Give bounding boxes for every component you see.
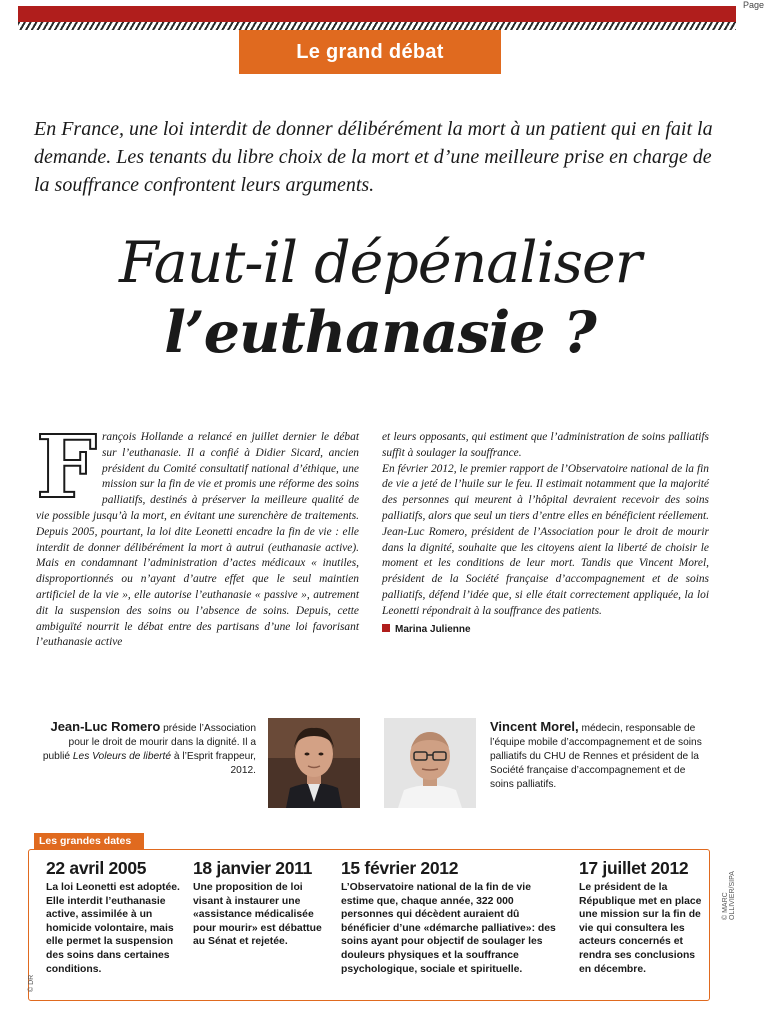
page-corner-label: Page [742, 0, 764, 10]
section-label: Le grand débat [239, 30, 501, 74]
date-entry [579, 858, 707, 976]
hatch-divider [18, 22, 736, 30]
date-text: Une proposition de loi visant à instaurer une «assistance médicalisée pour mourir» est débattue au Sénat et rejetée. [193, 882, 322, 948]
date-title: 15 février 2012 [341, 858, 459, 878]
bio-morel [490, 720, 704, 792]
signature-square-icon [382, 624, 390, 632]
bio-romero-name: Jean-Luc Romero [50, 719, 161, 734]
intro-paragraph: En France, une loi interdit de donner délibérément la mort à un patient qui en fait la demande. Les tenants du libre choix de la mort et d’une meilleure prise en charge de la souffrance confrontent leurs arguments. [34, 118, 713, 196]
date-entry [46, 858, 184, 976]
date-title: 22 avril 2005 [46, 858, 147, 878]
bio-romero [40, 720, 256, 778]
bio-morel-text: médecin, responsable de l’équipe mobile d’accompagnement et de soins palliatifs du CHU de Rennes et président de la Société française d’accompagnement et de soins palliatifs. [490, 723, 702, 790]
author-signature [382, 622, 709, 638]
headline-line-2: l’euthanasie ? [164, 299, 596, 366]
photo-credit-left: © DR [28, 974, 35, 992]
portrait-romero [268, 718, 360, 808]
article-right-text-1: et leurs opposants, qui estiment que l’administration de soins palliatifs suffit à soulager la souffrance. [382, 431, 709, 459]
portrait-morel-image [384, 718, 476, 808]
date-text: La loi Leonetti est adoptée. Elle interdit l’euthanasie active, assimilée à un homicide volontaire, mais elle permet la suspension des soins dans certaines conditions. [46, 882, 180, 975]
date-text: L’Observatoire national de la fin de vie estime que, chaque année, 322 000 personnes qui décèdent auraient dû bénéficier d’une «démarche palliative»: des soins ayant pour objectif de soulager les douleurs physiques et la souffrance psychologique, sociale et spirituelle. [341, 882, 556, 975]
article-column-left [36, 417, 359, 651]
dropcap: F [36, 417, 98, 518]
article-left-text: rançois Hollande a relancé en juillet dernier le débat sur l’euthanasie. Il a confié à Didier Sicard, ancien président du Comité consultatif national d’éthique, une mission sur la fin de vie et promis une réforme des soins palliatifs, destinés à préserver la meilleure qualité de vie possible jusqu’à la mort, en évitant une surenchère de traitements. Depuis 2005, pourtant, la loi dite Leonetti encadre la fin de vie : elle interdit de donner délibérément la mort à autrui (euthanasie active). Mais en condamnant l’administration d’actes médicaux « inutiles, disproportionnés ou n’ayant d’autre effet que le seul maintien artificiel de la vie », elle autorise l’euthanasie « passive », autrement dit la suspension des soins ou l’absence de soins. Depuis, cette ambiguïté nourrit le débat entre des partisans d’une loi favorisant l’euthanasie active [36, 431, 359, 649]
date-entry [193, 858, 333, 949]
headline [30, 228, 730, 368]
author-name: Marina Julienne [395, 623, 471, 635]
photo-credit-right: © MARC OLLIVIER/SIPA [722, 871, 736, 920]
date-entry [341, 858, 559, 976]
bio-romero-publisher: à l’Esprit frappeur, 2012. [173, 751, 256, 776]
headline-line-1: Faut-il dépénaliser [119, 230, 641, 296]
date-title: 17 juillet 2012 [579, 858, 689, 878]
article-right-text-2: En février 2012, le premier rapport de l’Observatoire national de la fin de vie a jeté de l’huile sur le feu. Il estimait notamment que la majorité des personnes qui meurent à l’hôpital devraient recevoir des soins palliatifs, alors que seul un tiers d’entre elles en bénéficient réellement. Jean-Luc Romero, président de l’Association pour le droit de mourir dans la dignité, souhaite que les citoyens aient la liberté de choisir le moment et les conditions de leur mort. Tandis que Vincent Morel, président de la Société française d’accompagnement et de soins palliatifs, défend l’idée que, si elle était correctement appliquée, la loi Leonetti répondrait à la souffrance des patients. [382, 462, 709, 617]
bio-romero-text: préside l’Association pour le droit de mourir dans la dignité. Il a publié [42, 723, 256, 762]
top-red-bar [18, 6, 736, 22]
date-text: Le président de la République met en place une mission sur la fin de vie qui consultera les acteurs concernés et rendra ses conclusions en décembre. [579, 882, 702, 975]
bio-romero-book: Les Voleurs de liberté [72, 751, 172, 762]
portrait-morel [384, 718, 476, 808]
bio-morel-name: Vincent Morel, [490, 719, 579, 734]
article-column-right [382, 430, 709, 637]
date-title: 18 janvier 2011 [193, 858, 313, 878]
portrait-romero-image [268, 718, 360, 808]
dates-label: Les grandes dates [34, 833, 144, 850]
